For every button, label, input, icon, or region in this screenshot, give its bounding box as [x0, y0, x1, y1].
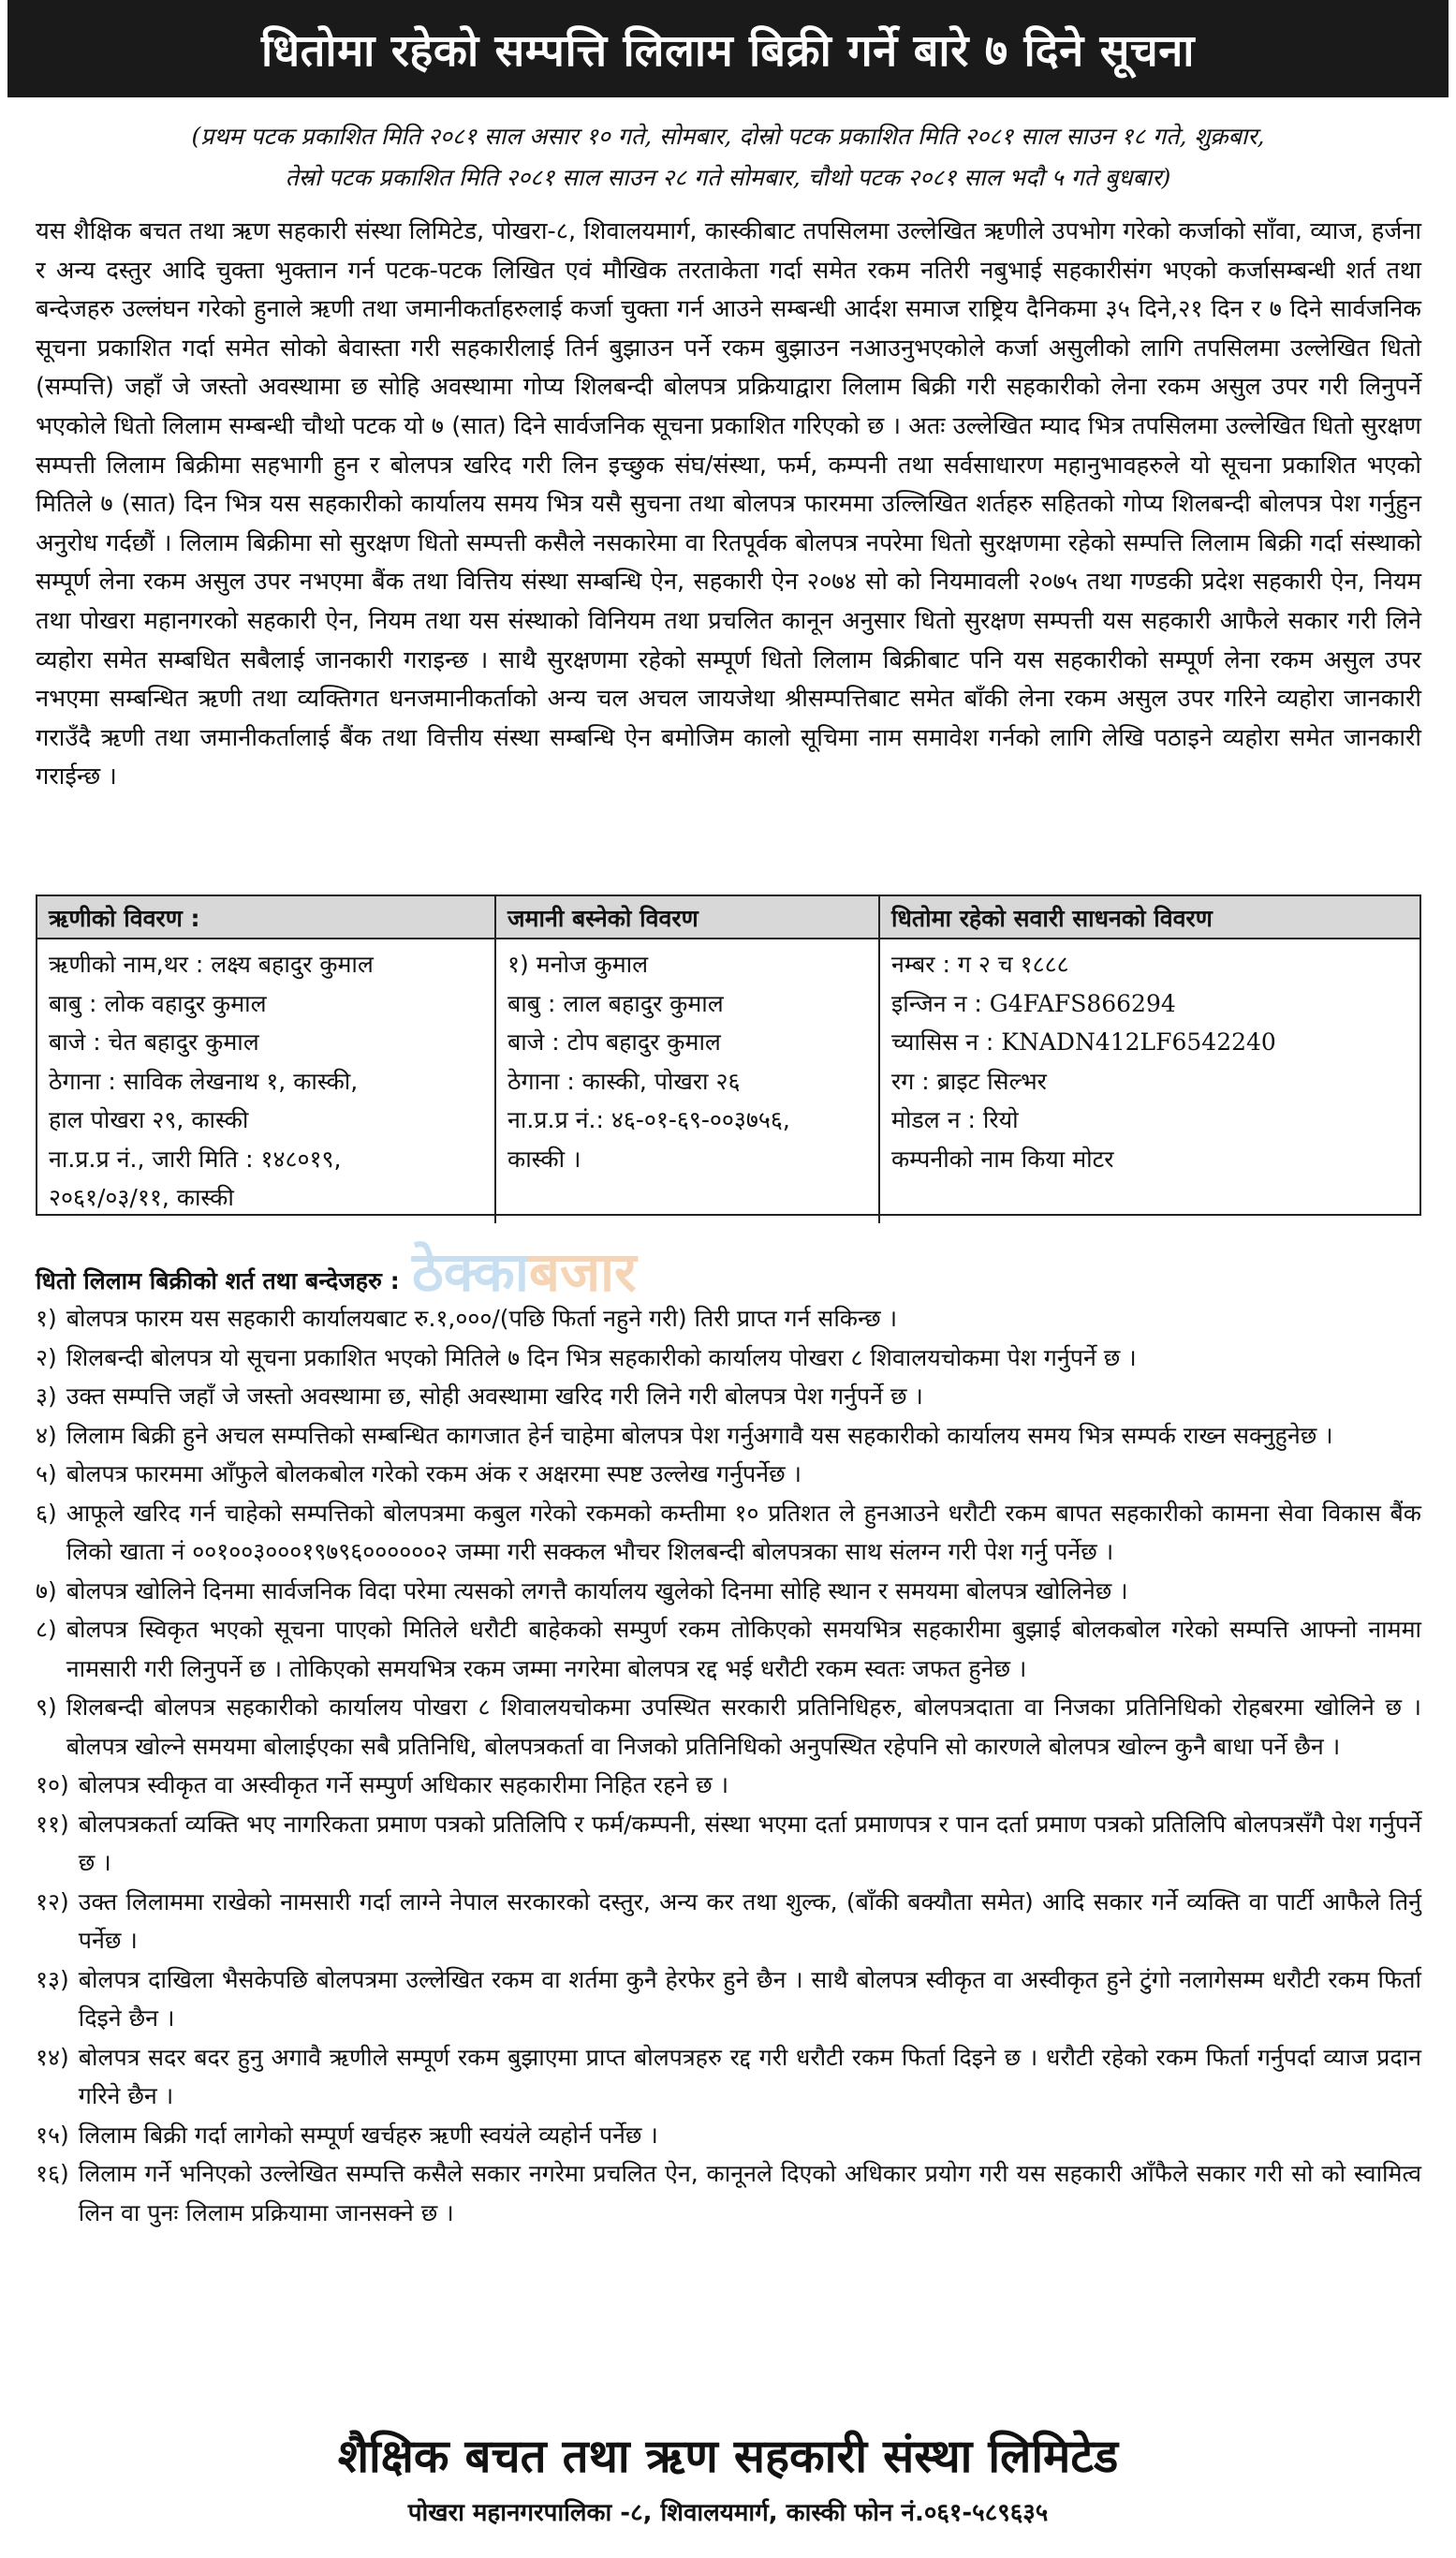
vehicle-color: रग : ब्राइट सिल्भर: [891, 1067, 1047, 1095]
condition-item: [36, 1338, 1421, 1378]
guarantor-line: बाजे : टोप बहादुर कुमाल: [507, 1028, 721, 1056]
vehicle-company: कम्पनीको नाम किया मोटर: [891, 1145, 1114, 1173]
condition-text: शिलबन्दी बोलपत्र यो सूचना प्रकाशित भएको मितिले ७ दिन भित्र सहकारीको कार्यालय पोखरा ८ शिवालयचोकमा पेश गर्नुपर्ने छ ।: [66, 1343, 1137, 1371]
condition-text: उक्त लिलाममा राखेको नामसारी गर्दा लाग्ने नेपाल सरकारको दस्तुर, अन्य कर तथा शुल्क, (बाँकी बक्यौता समेत) आदि सकार गर्ने व्यक्ति वा पार्टी आफैले तिर्नु पर्नेछ ।: [78, 1887, 1421, 1954]
condition-number: १२): [36, 1887, 69, 1915]
condition-item: [36, 2154, 1421, 2232]
vehicle-engine-label: इन्जिन न :: [891, 989, 990, 1017]
condition-item: [36, 1688, 1421, 1766]
footer-address: पोखरा महानगरपालिका -८, शिवालयमार्ग, कास्की फोन नं.०६१-५८९६३५: [407, 2499, 1049, 2527]
condition-number: ११): [36, 1810, 69, 1838]
vehicle-engine-value: G4FAFS866294: [989, 989, 1176, 1017]
condition-item: [36, 1455, 1421, 1494]
borrower-heading: ऋणीको विवरण :: [37, 896, 496, 939]
condition-text: लिलाम बिक्री गर्दा लागेको सम्पूर्ण खर्चहरु ऋणी स्वयंले व्यहोर्न पर्नेछ ।: [78, 2121, 658, 2149]
condition-item: [36, 2116, 1421, 2155]
guarantor-line: १) मनोज कुमाल: [507, 951, 649, 978]
guarantor-line: ठेगाना : कास्की, पोखरा २६: [507, 1067, 741, 1095]
condition-number: १३): [36, 1965, 69, 1993]
condition-item: [36, 1883, 1421, 1960]
condition-text: बोलपत्र दाखिला भैसकेपछि बोलपत्रमा उल्लेखित रकम वा शर्तमा कुनै हेरफेर हुने छैन । साथै बोलपत्र स्वीकृत वा अस्वीकृत हुने टुंगो नलागेसम्म धरौटी रकम फिर्ता दिइने छैन ।: [78, 1965, 1421, 2032]
footer-organization-name: शैक्षिक बचत तथा ऋण सहकारी संस्था लिमिटेड: [337, 2430, 1119, 2483]
publication-line-2: तेस्रो पटक प्रकाशित मिति २०८१ साल साउन २८ गते सोमबार, चौथो पटक २०८१ साल भदौ ५ गते बुधबार): [285, 164, 1171, 191]
condition-item: [36, 1805, 1421, 1883]
vehicle-engine: [891, 984, 1408, 1024]
condition-number: २): [36, 1343, 57, 1371]
publication-info: [37, 116, 1419, 199]
vehicle-number: [891, 945, 1408, 984]
condition-text: बोलपत्र स्वीकृत वा अस्वीकृत गर्ने सम्पुर्ण अधिकार सहकारीमा निहित रहने छ ।: [78, 1771, 729, 1798]
condition-text: लिलाम बिक्री हुने अचल सम्पत्तिको सम्बन्धित कागजात हेर्न चाहेमा बोलपत्र पेश गर्नुअगावै यस सहकारीको कार्यालय समय भित्र सम्पर्क राख्न सक्नुहुनेछ ।: [66, 1421, 1333, 1449]
condition-number: ४): [36, 1421, 57, 1449]
condition-item: [36, 1766, 1421, 1805]
borrower-line: २०६१/०३/११, कास्की: [49, 1184, 234, 1211]
vehicle-chassis-value: KNADN412LF6542240: [1001, 1028, 1276, 1056]
conditions-heading: धितो लिलाम बिक्रीको शर्त तथा बन्देजहरु :: [36, 1267, 400, 1294]
condition-number: ५): [36, 1460, 57, 1487]
condition-text: बोलपत्र फारम यस सहकारी कार्यालयबाट रु.१,०००/(पछि फिर्ता नहुने गरी) तिरी प्राप्त गर्न सकिन्छ ।: [66, 1305, 898, 1332]
condition-text: लिलाम गर्ने भनिएको उल्लेखित सम्पत्ति कसैले सकार नगरेमा प्रचलित ऐन, कानूनले दिएको अधिकार प्रयोग गरी यस सहकारी आँफैले सकार गरी सो को स्वामित्व लिन वा पुनः लिलाम प्रक्रियामा जानसक्ने छ ।: [78, 2160, 1421, 2226]
condition-text: बोलपत्रकर्ता व्यक्ति भए नागरिकता प्रमाण पत्रको प्रतिलिपि र फर्म/कम्पनी, संस्था भएमा दर्ता प्रमाणपत्र र पान दर्ता प्रमाण पत्रको प्रतिलिपि बोलपत्रसँगै पेश गर्नुपर्ने छ ।: [78, 1810, 1421, 1876]
condition-number: १६): [36, 2160, 69, 2187]
condition-number: ७): [36, 1576, 57, 1604]
condition-number: ६): [36, 1499, 57, 1527]
condition-item: [36, 1572, 1421, 1611]
condition-number: ९): [36, 1693, 57, 1721]
condition-number: १०): [36, 1771, 69, 1798]
condition-item: [36, 1494, 1421, 1572]
condition-item: [36, 1377, 1421, 1416]
conditions-list: [36, 1299, 1421, 2232]
condition-number: ३): [36, 1383, 57, 1410]
vehicle-details: [880, 939, 1419, 1223]
condition-text: आफूले खरिद गर्न चाहेको सम्पत्तिको बोलपत्रमा कबुल गरेको रकमको कम्तीमा १० प्रतिशत ले हुनआउने धरौटी रकम बापत सहकारीको कामना सेवा विकास बैंक लिको खाता नं ००१००३०००१९७९६००००००२ जम्मा गरी सक्कल भौचर शिलबन्दी बोलपत्रका साथ संलग्न गरी पेश गर्नु पर्नेछ ।: [66, 1499, 1421, 1565]
condition-item: [36, 1299, 1421, 1338]
condition-text: बोलपत्र स्विकृत भएको सूचना पाएको मितिले धरौटी बाहेकको सम्पुर्ण रकम तोकिएको समयभित्र सहकारीमा बुझाई बोलकबोल गरेको सम्पत्ति आफ्नो नाममा नामसारी गरी लिनुपर्ने छ । तोकिएको समयभित्र रकम जम्मा नगरेमा बोलपत्र रद्द भई धरौटी रकम स्वतः जफत हुनेछ ।: [66, 1616, 1421, 1682]
guarantor-line: ना.प्र.प्र नं.: ४६-०१-६९-००३७५६,: [507, 1106, 790, 1133]
condition-item: [36, 2038, 1421, 2116]
condition-number: १५): [36, 2121, 69, 2149]
vehicle-chassis: [891, 1023, 1408, 1062]
notice-title: धितोमा रहेको सम्पत्ति लिलाम बिक्री गर्ने बारे ७ दिने सूचना: [7, 0, 1449, 97]
condition-text: शिलबन्दी बोलपत्र सहकारीको कार्यालय पोखरा ८ शिवालयचोकमा उपस्थित सरकारी प्रतिनिधिहरु, बोलपत्रदाता वा निजका प्रतिनिधिको रोहबरमा खोलिने छ । बोलपत्र खोल्ने समयमा बोलाईएका सबै प्रतिनिधि, बोलपत्रकर्ता वा निजको प्रतिनिधिको अनुपस्थित रहेपनि सो कारणले बोलपत्र खोल्न कुनै बाधा पर्ने छैन ।: [66, 1693, 1421, 1760]
vehicle-model: मोडल न : रियो: [891, 1106, 1019, 1133]
guarantor-heading: जमानी बस्नेको विवरण: [496, 896, 880, 939]
vehicle-number-value: ग २ च १८८८: [957, 951, 1069, 978]
publication-line-1: (प्रथम पटक प्रकाशित मिति २०८१ साल असार १० गते, सोमबार, दोस्रो पटक प्रकाशित मिति २०८१ साल साउन १८ गते, शुक्रबार,: [191, 123, 1265, 150]
condition-number: ८): [36, 1616, 57, 1643]
borrower-line: बाजे : चेत बहादुर कुमाल: [49, 1028, 259, 1056]
watermark-logo: [412, 1235, 1011, 1304]
borrower-line: ऋणीको नाम,थर : लक्ष्य बहादुर कुमाल: [49, 951, 374, 978]
guarantor-line: कास्की ।: [507, 1145, 581, 1173]
condition-text: उक्त सम्पत्ति जहाँ जे जस्तो अवस्थामा छ, सोही अवस्थामा खरिद गरी लिने गरी बोलपत्र पेश गर्नुपर्ने छ ।: [66, 1383, 923, 1410]
watermark-part-2: बजार: [528, 1239, 637, 1304]
condition-item: [36, 1610, 1421, 1688]
guarantor-line: बाबु : लाल बहादुर कुमाल: [507, 989, 724, 1017]
notice-body: यस शैक्षिक बचत तथा ऋण सहकारी संस्था लिमिटेड, पोखरा-८, शिवालयमार्ग, कास्कीबाट तपसिलमा उल्लेखित ऋणीले उपभोग गरेको कर्जाको साँवा, व्याज, हर्जना र अन्य दस्तुर आदि चुक्ता भुक्तान गर्न पटक-पटक लिखित एवं मौखिक तरताकेता गर्दा समेत रकम नतिरी नबुभाई सहकारीसंग भएको कर्जासम्बन्धी शर्त तथा बन्देजहरु उल्लंघन गरेको हुनाले ऋणी तथा जमानीकर्ताहरुलाई कर्जा चुक्ता गर्न आउने सम्बन्धी आर्दश समाज राष्ट्रिय दैनिकमा ३५ दिने,२१ दिन र ७ दिने सार्वजनिक सूचना प्रकाशित गर्दा समेत सोको बेवास्ता गरी सहकारीलाई तिर्न बुझाउन पर्ने रकम बुझाउन नआउनुभएकोले कर्जा असुलीको लागि तपसिलमा उल्लेखित धितो (सम्पत्ति) जहाँ जे जस्तो अवस्थामा छ सोहि अवस्थामा गोप्य शिलबन्दी बोलपत्र प्रक्रियाद्वारा लिलाम बिक्री गरी सहकारीको लेना रकम असुल उपर गरी लिनुपर्ने भएकोले धितो लिलाम सम्बन्धी चौथो पटक यो ७ (सात) दिने सार्वजनिक सूचना प्रकाशित गरिएको छ । अतः उल्लेखित म्याद भित्र तपसिलमा उल्लेखित धितो सुरक्षण सम्पत्ती लिलाम बिक्रीमा सहभागी हुन र बोलपत्र खरिद गरी लिन इच्छुक संघ/संस्था, फर्म, कम्पनी तथा सर्वसाधारण महानुभावहरुले यो सूचना प्रकाशित भएको मितिले ७ (सात) दिन भित्र यस सहकारीको कार्यालय समय भित्र यसै सुचना तथा बोलपत्र फारममा उल्लिखित शर्तहरु सहितको गोप्य शिलबन्दी बोलपत्र पेश गर्नुहुन अनुरोध गर्दछौं । लिलाम बिक्रीमा सो सुरक्षण धितो सम्पत्ती कसैले नसकारेमा वा रितपूर्वक बोलपत्र नपरेमा धितो सुरक्षणमा रहेको सम्पत्ति लिलाम बिक्री गर्दा संस्थाको सम्पूर्ण लेना रकम असुल उपर नभएमा बैंक तथा वित्तिय संस्था सम्बन्धि ऐन, सहकारी ऐन २०७४ सो को नियमावली २०७५ तथा गण्डकी प्रदेश सहकारी ऐन, नियम तथा पोखरा महानगरको सहकारी ऐन, नियम तथा यस संस्थाको विनियम तथा प्रचलित कानून अनुसार धितो सुरक्षण सम्पत्ती यस सहकारी आफैले सकार गरी लिने व्यहोरा समेत सम्बधित सबैलाई जानकारी गराइन्छ । साथै सुरक्षणमा रहेको सम्पूर्ण धितो लिलाम बिक्रीबाट पनि यस सहकारीको सम्पूर्ण लेना रकम असुल उपर नभएमा सम्बन्धित ऋणी तथा व्यक्तिगत धनजमानीकर्ताको अन्य चल अचल जायजेथा श्रीसम्पत्तिबाट समेत बाँकी लेना रकम असुल उपर गरिने व्यहोरा जानकारी गराउँदै ऋणी तथा जमानीकर्तालाई बैंक तथा वित्तीय संस्था सम्बन्धि ऐन बमोजिम कालो सूचिमा नाम समावेश गर्नको लागि लेखि पठाइने व्यहोरा समेत जानकारी गराईन्छ ।: [36, 217, 1421, 791]
borrower-line: ठेगाना : साविक लेखनाथ १, कास्की,: [49, 1067, 359, 1095]
watermark-part-1: ठेक्का: [412, 1239, 529, 1304]
borrower-line: बाबु : लोक वहादुर कुमाल: [49, 989, 267, 1017]
guarantor-details: [496, 939, 880, 1223]
condition-text: बोलपत्र सदर बदर हुनु अगावै ऋणीले सम्पूर्ण रकम बुझाएमा प्राप्त बोलपत्रहरु रद्द गरी धरौटी रकम फिर्ता दिइने छ । धरौटी रहेको रकम फिर्ता गर्नुपर्दा व्याज प्रदान गरिने छैन ।: [78, 2043, 1421, 2109]
condition-text: बोलपत्र फारममा आँफुले बोलकबोल गरेको रकम अंक र अक्षरमा स्पष्ट उल्लेख गर्नुपर्नेछ ।: [66, 1460, 802, 1487]
vehicle-heading: धितोमा रहेको सवारी साधनको विवरण: [880, 896, 1419, 939]
vehicle-number-label: नम्बर :: [891, 951, 958, 978]
borrower-line: ना.प्र.प्र नं., जारी मिति : १४८०१९,: [49, 1145, 342, 1173]
condition-item: [36, 1960, 1421, 2038]
details-table: [36, 895, 1421, 1216]
condition-text: बोलपत्र खोलिने दिनमा सार्वजनिक विदा परेमा त्यसको लगत्तै कार्यालय खुलेको दिनमा सोहि स्थान र समयमा बोलपत्र खोलिनेछ ।: [66, 1576, 1128, 1604]
vehicle-chassis-label: च्यासिस न :: [891, 1028, 1002, 1056]
condition-number: १४): [36, 2043, 69, 2071]
borrower-details: [37, 939, 496, 1223]
borrower-line: हाल पोखरा २९, कास्की: [49, 1106, 249, 1133]
condition-item: [36, 1416, 1421, 1456]
condition-number: १): [36, 1305, 57, 1332]
